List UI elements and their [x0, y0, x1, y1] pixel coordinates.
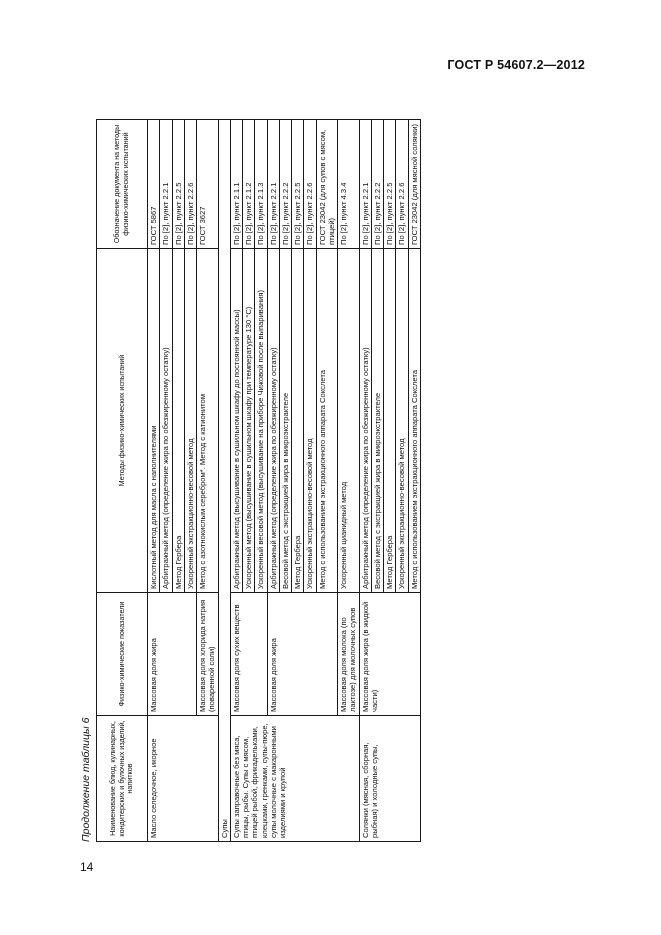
table-row — [230, 120, 242, 842]
page-number: 14 — [80, 860, 94, 874]
document-title: ГОСТ Р 54607.2—2012 — [447, 58, 585, 72]
methods-table — [96, 119, 421, 842]
method-cell: Метод с использованием экстракционного аппарата Сокслета — [408, 249, 420, 593]
method-cell: Арбитражный метод (определение жира по обезжиренному остатку) — [160, 249, 172, 593]
dish-cell: Масло селедочное, икорное — [148, 716, 219, 842]
column-header-indicator: Физико-химические показатели — [97, 593, 148, 716]
rotated-table-area — [78, 88, 661, 842]
table-header-row — [97, 120, 148, 842]
column-header-method: Методы физико-химических испытаний — [97, 249, 148, 593]
document-cell: По [2], пункт 2.2.6 — [396, 120, 408, 249]
method-cell: Ускоренный экстракционно-весовой метод — [184, 249, 196, 593]
document-cell: По [2], пункт 2.1.1 — [230, 120, 242, 249]
method-cell: Метод с использованием экстракционного аппарата Сокслета — [316, 249, 338, 593]
indicator-cell: Массовая доля жира — [148, 593, 197, 716]
indicator-cell: Массовая доля жира — [267, 593, 338, 716]
method-cell: Метод с азотнокислым серебром*. Метод с катионитом — [197, 249, 219, 593]
document-cell: По [2], пункт 2.2.1 — [359, 120, 371, 249]
method-cell: Кислотный метод для масла с наполнителями — [148, 249, 160, 593]
method-cell: Арбитражный метод (высушивание в сушильном шкафу до постоянной массы) — [230, 249, 242, 593]
method-cell: Ускоренный весовой метод (высушивание на приборе Чижовой после выпаривания) — [255, 249, 267, 593]
indicator-cell: Массовая доля жира (в жидкой части) — [359, 593, 420, 716]
document-cell: По [2], пункт 2.2.2 — [279, 120, 291, 249]
indicator-cell: Массовая доля сухих веществ — [230, 593, 267, 716]
section-title: Супы — [218, 120, 230, 842]
document-cell: По [2], пункт 2.1.2 — [243, 120, 255, 249]
method-cell: Ускоренный метод (высушивание в сушильном шкафу при температуре 130 °С) — [243, 249, 255, 593]
indicator-cell: Массовая доля молока (по лактозе) для молочных супов — [338, 593, 360, 716]
document-cell: По [2], пункт 2.2.5 — [172, 120, 184, 249]
indicator-cell: Массовая доля хлорида натрия (поваренной соли) — [197, 593, 219, 716]
document-cell: ГОСТ 23042 (для мясной солянки) — [408, 120, 420, 249]
landscape-content — [78, 88, 631, 848]
method-cell: Весовой метод с экстракцией жира в микроэкстрактеле — [371, 249, 383, 593]
document-cell: По [2], пункт 2.2.6 — [304, 120, 316, 249]
method-cell: Метод Гербера — [172, 249, 184, 593]
method-cell: Метод Гербера — [384, 249, 396, 593]
method-cell: Арбитражный метод (определение жира по обезжиренному остатку) — [267, 249, 279, 593]
method-cell: Метод Гербера — [292, 249, 304, 593]
method-cell: Ускоренный экстракционно-весовой метод — [304, 249, 316, 593]
document-cell: ГОСТ 3627 — [197, 120, 219, 249]
method-cell: Арбитражный метод (определение жира по обезжиренному остатку) — [359, 249, 371, 593]
document-cell: ГОСТ 23042 (для супов с мясом, птицей) — [316, 120, 338, 249]
document-cell: По [2], пункт 2.1.3 — [255, 120, 267, 249]
column-header-document: Обозначение документа на методы физико-химических испытаний — [97, 120, 148, 249]
method-cell: Весовой метод с экстракцией жира в микроэкстрактеле — [279, 249, 291, 593]
dish-cell: Солянки (мясная, сборная, рыбная) и холодные супы, — [359, 716, 420, 842]
document-cell: По [2], пункт 2.2.2 — [371, 120, 383, 249]
document-cell: По [2], пункт 2.2.1 — [160, 120, 172, 249]
document-cell: По [2], пункт 2.2.5 — [384, 120, 396, 249]
section-row — [218, 120, 230, 842]
table-row — [148, 120, 160, 842]
dish-cell: Супы заправочные без мяса, птицы, рыбы. Супы с мясом, птицей рыбой, фрикадельками, клецками, гренками, супы-пюре, супы молочные с макаронными изделиями и крупой — [230, 716, 359, 842]
document-cell: По [2], пункт 2.2.6 — [184, 120, 196, 249]
document-cell: По [2], пункт 4.3.4 — [338, 120, 360, 249]
table-caption: Продолжение таблицы 6 — [80, 717, 92, 842]
method-cell: Ускоренный цианидный метод — [338, 249, 360, 593]
document-cell: По [2], пункт 2.2.5 — [292, 120, 304, 249]
document-cell: ГОСТ 5867 — [148, 120, 160, 249]
table-row — [359, 120, 371, 842]
method-cell: Ускоренный экстракционно-весовой метод — [396, 249, 408, 593]
column-header-dish: Наименование блюд, кулинарных, кондитерских и булочных изделий, напитков — [97, 716, 148, 842]
document-cell: По [2], пункт 2.2.1 — [267, 120, 279, 249]
